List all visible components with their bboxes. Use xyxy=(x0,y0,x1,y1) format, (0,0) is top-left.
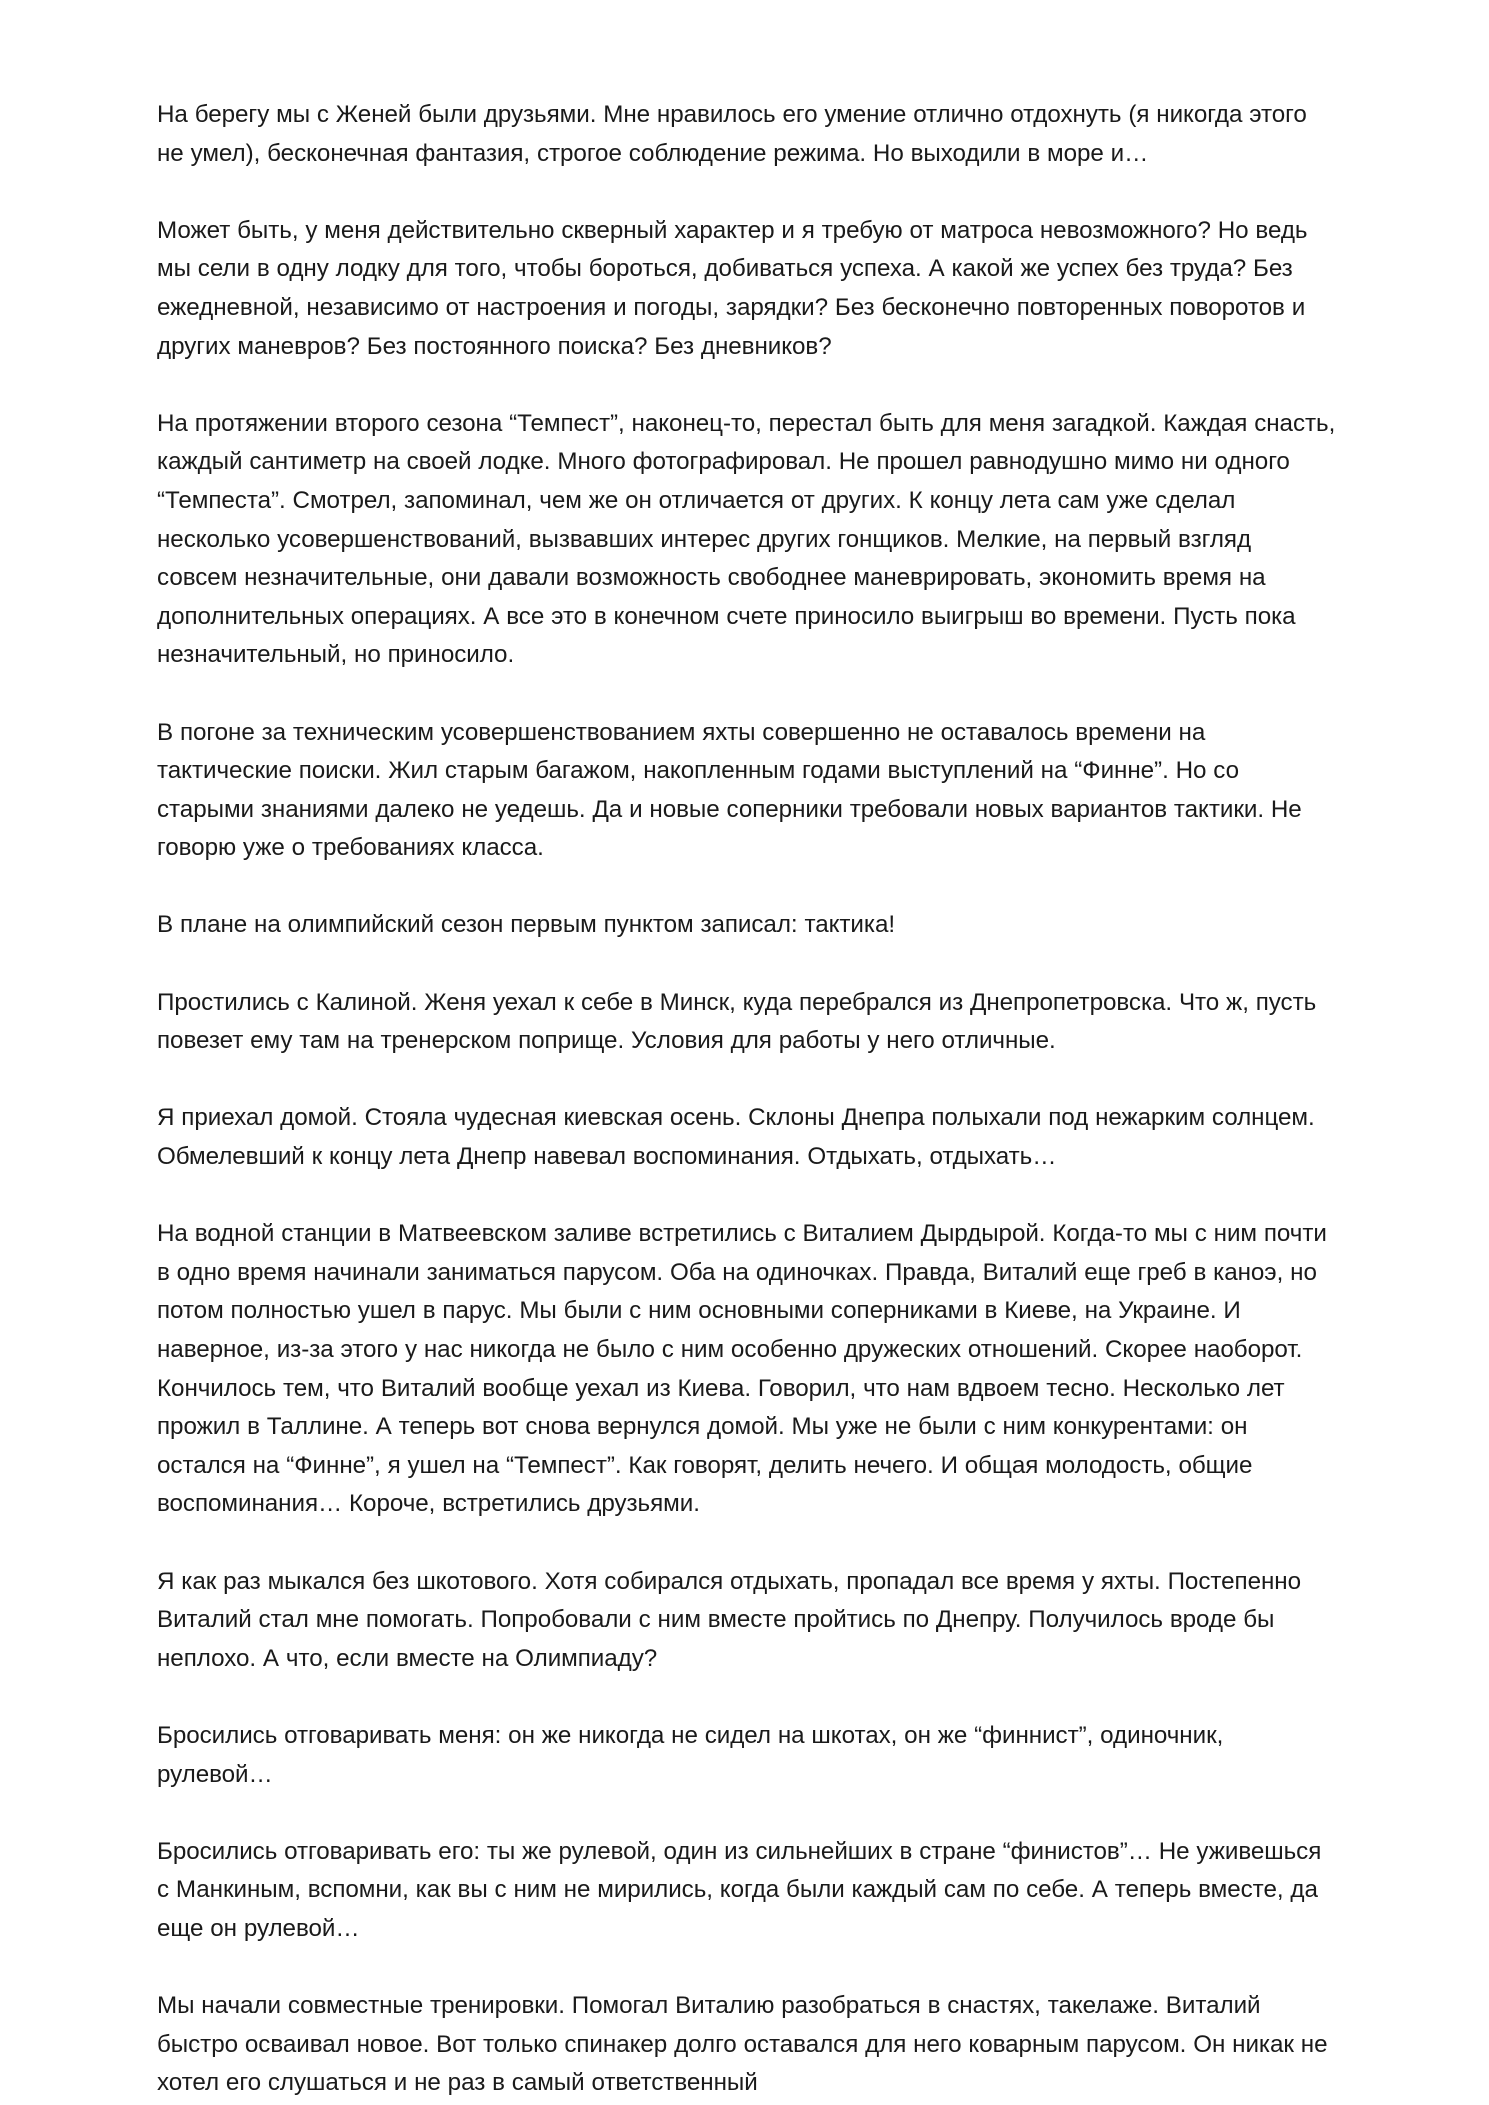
paragraph: На берегу мы с Женей были друзьями. Мне нравилось его умение отлично отдохнуть (я никогда этого не умел), бесконечная фантазия, строгое соблюдение режима. Но выходили в море и… xyxy=(157,101,1314,167)
paragraph: В плане на олимпийский сезон первым пунктом записал: тактика! xyxy=(157,911,896,939)
document-text-column xyxy=(157,96,1343,2103)
paragraph: Я как раз мыкался без шкотового. Хотя собирался отдыхать, пропадал все время у яхты. Постепенно Виталий стал мне помогать. Попробовали с ним вместе пройтись по Днепру. Получилось вроде бы неплохо. А что, если вместе на Олимпиаду? xyxy=(157,1567,1308,1672)
paragraph: Бросились отговаривать его: ты же рулевой, один из сильнейших в стране “финистов”… Не уживешься с Манкиным, вспомни, как вы с ним не мирились, когда были каждый сам по себе. А теперь вместе, да еще он рулевой… xyxy=(157,1837,1329,1942)
paragraph: В погоне за техническим усовершенствованием яхты совершенно не оставалось времени на тактические поиски. Жил старым багажом, накопленным годами выступлений на “Финне”. Но со старыми знаниями далеко не уедешь. Да и новые соперники требовали новых вариантов тактики. Не говорю уже о требованиях класса. xyxy=(157,718,1309,862)
paragraph: Может быть, у меня действительно скверный характер и я требую от матроса невозможного? Но ведь мы сели в одну лодку для того, чтобы бороться, добиваться успеха. А какой же успех без труда? Без ежедневной, независимо от настроения и погоды, зарядки? Без бесконечно повторенных поворотов и других маневров? Без постоянного поиска? Без дневников? xyxy=(157,216,1315,360)
paragraph: Мы начали совместные тренировки. Помогал Виталию разобраться в снастях, такелаже. Виталий быстро осваивал новое. Вот только спинакер долго оставался для него коварным парусом. Он никак не хотел его слушаться и не раз в самый ответственный xyxy=(157,1992,1335,2097)
paragraph: Бросились отговаривать меня: он же никогда не сидел на шкотах, он же “финнист”, одиночник, рулевой… xyxy=(157,1721,1231,1788)
paragraph: Я приехал домой. Стояла чудесная киевская осень. Склоны Днепра полыхали под нежарким солнцем. Обмелевший к концу лета Днепр навевал воспоминания. Отдыхать, отдыхать… xyxy=(157,1104,1322,1171)
paragraph: На водной станции в Матвеевском заливе встретились с Виталием Дырдырой. Когда-то мы с ним почти в одно время начинали заниматься парусом. Оба на одиночках. Правда, Виталий еще греб в каноэ, но потом полностью ушел в парус. Мы были с ним основными соперниками в Киеве, на Украине. И наверное, из-за этого у нас никогда не было с ним особенно дружеских отношений. Скорее наоборот. Кончилось тем, что Виталий вообще уехал из Киева. Говорил, что нам вдвоем тесно. Несколько лет прожил в Таллине. А теперь вот снова вернулся домой. Мы уже не были с ним конкурентами: он остался на “Финне”, я ушел на “Темпест”. Как говорят, делить нечего. И общая молодость, общие воспоминания… Короче, встретились друзьями. xyxy=(157,1220,1334,1518)
paragraph: Простились с Калиной. Женя уехал к себе в Минск, куда перебрался из Днепропетровска. Что ж, пусть повезет ему там на тренерском поприще. Условия для работы у него отличные. xyxy=(157,988,1324,1055)
paragraph: На протяжении второго сезона “Темпест”, наконец-то, перестал быть для меня загадкой. Каждая снасть, каждый сантиметр на своей лодке. Много фотографировал. Не прошел равнодушно мимо ни одного “Темпеста”. Смотрел, запоминал, чем же он отличается от других. К концу лета сам уже сделал несколько усовершенствований, вызвавших интерес других гонщиков. Мелкие, на первый взгляд совсем незначительные, они давали возможность свободнее маневрировать, экономить время на дополнительных операциях. А все это в конечном счете приносило выигрыш во времени. Пусть пока незначительный, но приносило. xyxy=(157,409,1343,669)
